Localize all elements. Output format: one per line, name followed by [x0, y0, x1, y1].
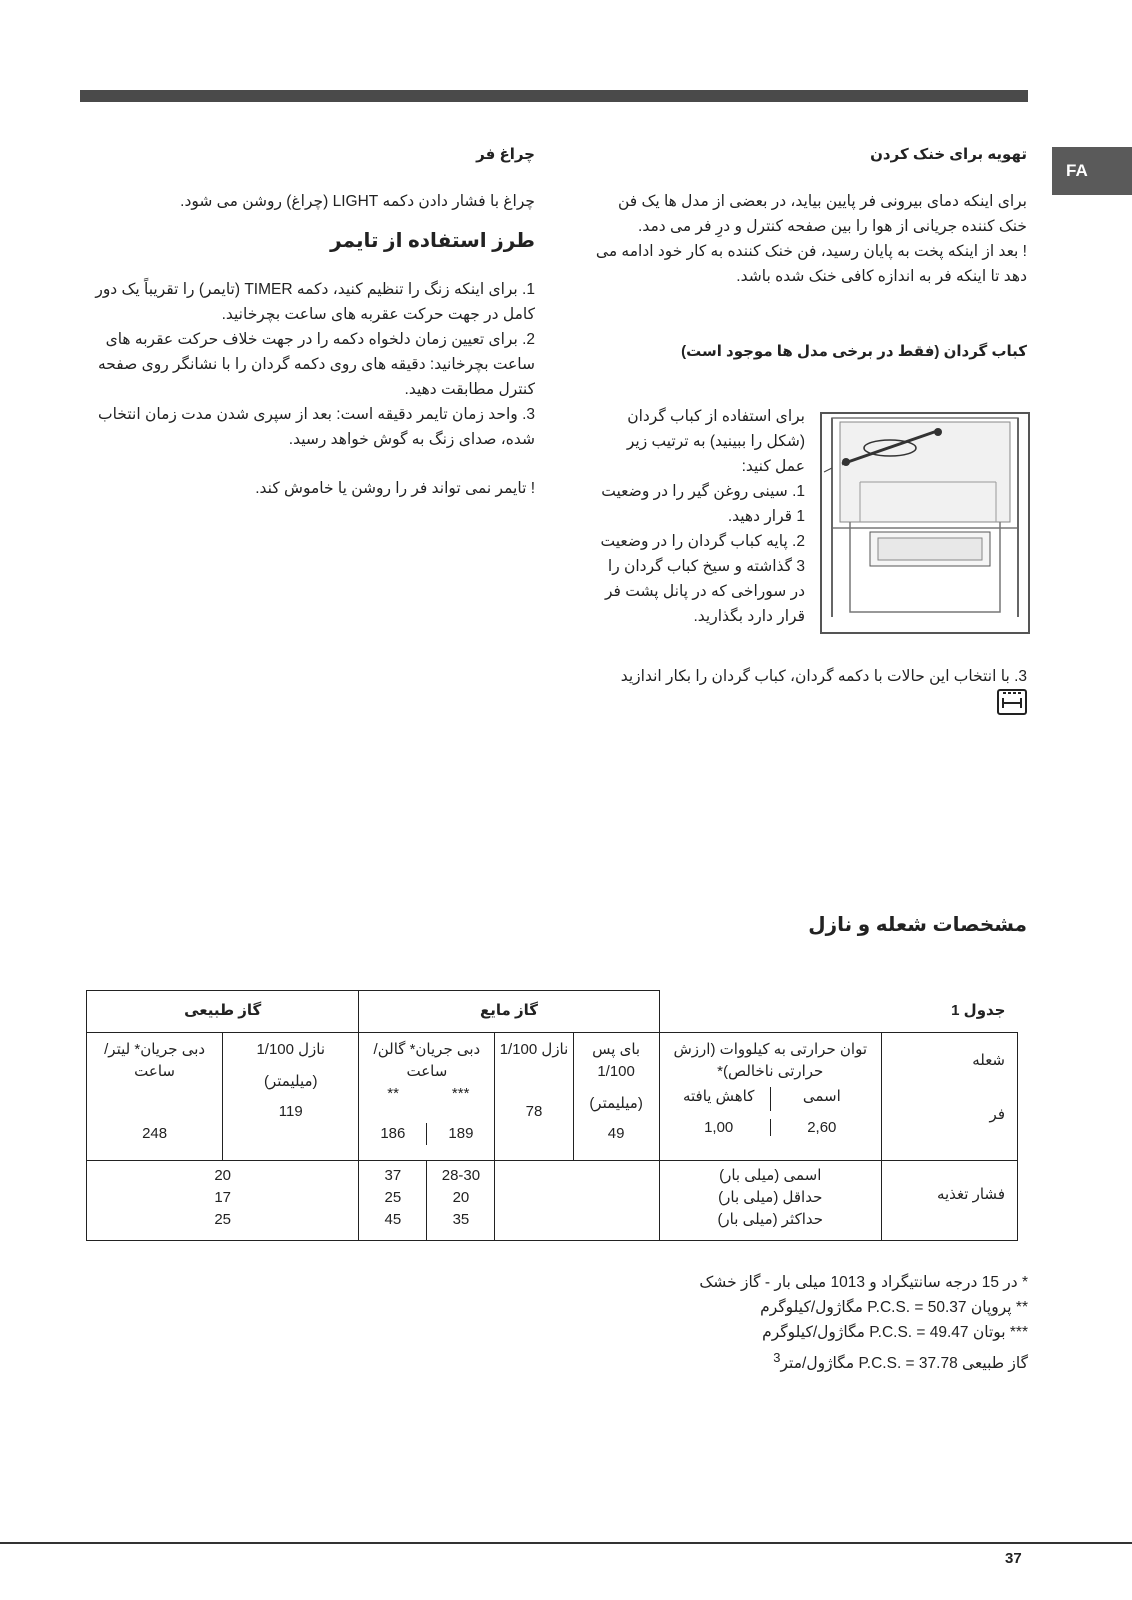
rotisserie-mode-icon: [997, 689, 1027, 715]
mm-nozzle-ng: (میلیمتر): [263, 1073, 318, 1090]
rotisserie-step-2: 2. پایه کباب گردان را در وضعیت 3 گذاشته و سیخ کباب گردان را در سوراخی که در پانل پشت فر قرار دارد بگذارید.: [600, 533, 805, 625]
rotisserie-steps: [595, 404, 805, 629]
footnote-2: ** پروپان P.C.S. = 50.37 مگاژول/کیلوگرم: [760, 1299, 1028, 1316]
press-butane-min: 20: [452, 1189, 470, 1206]
press-ng-max: 25: [214, 1211, 231, 1228]
flow-sub-butane: ***: [451, 1085, 470, 1102]
footnote-1: * در 15 درجه سانتیگراد و 1013 میلی بار - گاز خشک: [699, 1274, 1028, 1291]
oven-rotisserie-illustration: [820, 412, 1030, 634]
timer-note: ! تایمر نمی تواند فر را روشن یا خاموش کند.: [255, 480, 535, 497]
ventilation-body: برای اینکه دمای بیرونی فر پایین بیاید، در بعضی از مدل ها یک فن خنک کننده جریانی از هوا را بین صفحه کنترل و درِ فر می دمد.: [617, 193, 1027, 235]
oven-nominal: 2,60: [770, 1119, 873, 1136]
group-liquid-gas: گاز مایع: [359, 991, 659, 1033]
row-supply-pressure: فشار تغذیه: [881, 1161, 1017, 1241]
footnotes: [560, 1270, 1028, 1376]
flow-sub-propane: **: [387, 1085, 399, 1102]
timer-step-2: 2. برای تعیین زمان دلخواه دکمه را در جهت خلاف حرکت عقربه های ساعت بچرخانید: دقیقه های روی دکمه گردان را با نشانگر روی صفحه کنترل مطابقت دهید.: [97, 331, 535, 398]
group-natural-gas: گاز طبیعی: [87, 991, 359, 1033]
press-propane-max: 45: [384, 1211, 402, 1228]
col-flow-lpg: دبی جریان* گالن/ساعت: [373, 1041, 481, 1080]
footnote-4: گاز طبیعی P.C.S. = 37.78 مگاژول/متر: [780, 1355, 1028, 1373]
col-burner: شعله: [972, 1052, 1005, 1069]
press-butane-max: 35: [452, 1211, 470, 1228]
ventilation-section: [595, 145, 1027, 289]
timer-heading: طرز استفاده از تایمر: [330, 230, 535, 252]
oven-flow-propane: 186: [380, 1125, 406, 1142]
col-nozzle-ng: نازل 1/100: [256, 1041, 326, 1058]
rotisserie-step-3-wrap: [595, 664, 1027, 715]
oven-nozzle-lpg: 78: [525, 1103, 543, 1120]
press-label-max: حداکثر (میلی بار): [717, 1211, 824, 1228]
timer-step-1: 1. برای اینکه زنگ را تنظیم کنید، دکمه TIMER (تایمر) را تقریباً یک دور کامل در جهت حرکت عقربه های ساعت بچرخانید.: [95, 281, 535, 323]
spec-heading-wrap: [595, 912, 1027, 937]
rotisserie-heading-wrap: [595, 342, 1027, 360]
bottom-rule: [0, 1542, 1132, 1544]
oven-bypass: 49: [607, 1125, 625, 1142]
press-butane-nominal: 28-30: [441, 1167, 481, 1184]
sub-nominal: اسمی: [770, 1087, 873, 1111]
rotisserie-intro: برای استفاده از کباب گردان (شکل را ببینید) به ترتیب زیر عمل کنید:: [626, 408, 805, 475]
footnote-3: *** بوتان P.C.S. = 49.47 مگاژول/کیلوگرم: [762, 1324, 1028, 1341]
oven-reduced: 1,00: [704, 1119, 734, 1136]
oven-light-section: [95, 145, 535, 501]
table-label: جدول 1: [659, 991, 1017, 1033]
timer-step-3: 3. واحد زمان تایمر دقیقه است: بعد از سپری شدن مدت زمان انتخاب شده، صدای زنگ به گوش خواهد رسید.: [98, 406, 535, 448]
footnote-4-sup: 3: [773, 1350, 781, 1365]
ventilation-heading: تهویه برای خنک کردن: [870, 146, 1027, 163]
press-ng-min: 17: [214, 1189, 231, 1206]
rotisserie-step-1: 1. سینی روغن گیر را در وضعیت 1 قرار دهید.: [601, 483, 805, 525]
press-propane-min: 25: [384, 1189, 402, 1206]
col-bypass: بای پس 1/100: [592, 1041, 641, 1080]
col-thermal-power: توان حرارتی به کیلووات (ارزش حرارتی ناخالص)*: [673, 1041, 867, 1080]
oven-light-body: چراغ با فشار دادن دکمه LIGHT (چراغ) روشن می شود.: [180, 193, 535, 210]
row-oven-label: فر: [989, 1106, 1005, 1123]
oven-light-heading: چراغ فر: [476, 146, 535, 163]
oven-flow-ng: 248: [142, 1125, 168, 1142]
press-ng-nominal: 20: [214, 1167, 231, 1184]
oven-flow-butane: 189: [426, 1123, 494, 1145]
page-number: 37: [1005, 1550, 1022, 1567]
sub-reduced: کاهش یافته: [682, 1088, 755, 1105]
burner-nozzle-table: [86, 990, 1018, 1241]
press-label-nominal: اسمی (میلی بار): [719, 1167, 822, 1184]
rotisserie-step-3: 3. با انتخاب این حالات با دکمه گردان، کباب گردان را بکار اندازید: [620, 668, 1027, 685]
ventilation-note: ! بعد از اینکه پخت به پایان رسید، فن خنک کننده به کار خود ادامه می دهد تا اینکه فر به اندازه کافی خنک شده باشد.: [595, 243, 1027, 285]
rotisserie-heading: کباب گردان (فقط در برخی مدل ها موجود است): [681, 343, 1027, 360]
language-tab: FA: [1052, 147, 1132, 195]
oven-nozzle-ng: 119: [278, 1103, 303, 1120]
col-flow-ng: دبی جریان* لیتر/ساعت: [104, 1041, 206, 1080]
press-label-min: حداقل (میلی بار): [718, 1189, 823, 1206]
press-propane-nominal: 37: [384, 1167, 402, 1184]
mm-bypass: (میلیمتر): [589, 1095, 643, 1112]
col-nozzle-lpg: نازل 1/100: [499, 1041, 569, 1058]
spec-heading: مشخصات شعله و نازل: [808, 914, 1027, 936]
top-rule: [80, 90, 1028, 102]
